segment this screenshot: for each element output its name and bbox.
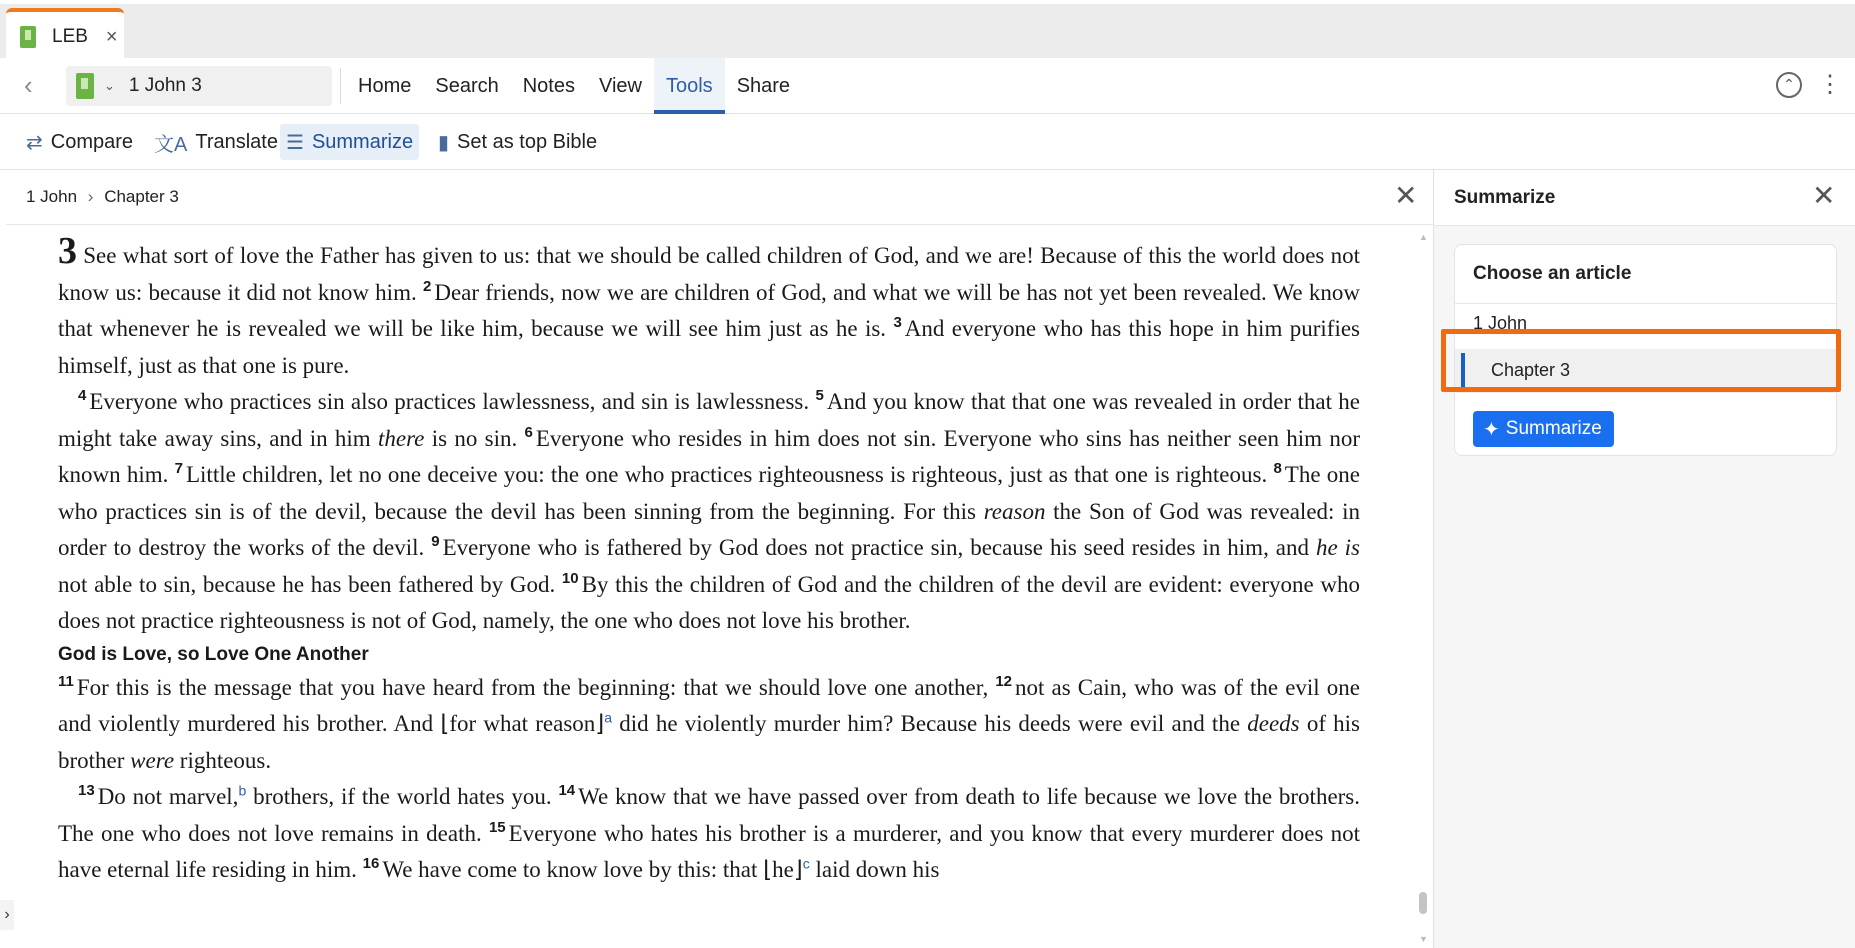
verse-number[interactable]: 7	[174, 460, 183, 478]
verse-number[interactable]: 6	[524, 423, 533, 441]
compare-label: Compare	[50, 130, 134, 153]
close-icon[interactable]: ✕	[1394, 180, 1418, 211]
footnote-marker[interactable]: a	[604, 709, 613, 726]
verse-number[interactable]: 2	[422, 277, 432, 295]
panel-header	[1434, 170, 1855, 226]
verse-text: not able to sin, because he has been fathered by God.	[58, 571, 556, 597]
scrollbar[interactable]	[1418, 232, 1428, 944]
menu-search[interactable]: Search	[435, 75, 499, 97]
verse-text: By this the children of God and the children of the devil are evident: everyone who does not practice righteousness is not of God, namely, the one who does not love his brother.	[58, 571, 1361, 633]
reader-header	[6, 171, 1433, 225]
tab-leb[interactable]	[6, 8, 124, 62]
italic-text: he is	[1315, 535, 1361, 560]
summarize-panel	[1434, 170, 1855, 948]
more-options-icon[interactable]: ⋮	[1818, 71, 1842, 98]
menu-view[interactable]: View	[598, 75, 642, 97]
verse-text: See what sort of love the Father has given to us: that we should be called children of God, and we are! Because of this the world does not know us: because it did not know him.	[58, 243, 1360, 305]
expand-sidebar-icon[interactable]: ›	[0, 900, 14, 930]
verse-text: did he violently murder him? Because his deeds were evil and the	[619, 711, 1241, 736]
verse-number[interactable]: 3	[893, 314, 902, 332]
verse-text: The one who practices sin is of the devil, because the devil has been sinning from the beginning. For this	[58, 462, 1361, 524]
verse-text: And everyone who has this hope in him purifies himself, just as that one is pure.	[58, 316, 1360, 378]
tab-label: LEB	[52, 26, 88, 47]
set-top-bible-button[interactable]	[432, 124, 603, 160]
verse-text: Little children, let no one deceive you: the one who practices righteousness is righteous, just as that one is righteous.	[185, 462, 1268, 487]
verse-text: Everyone who practices sin also practices lawlessness, and sin is lawlessness.	[89, 389, 810, 414]
close-icon[interactable]: ✕	[1812, 180, 1836, 211]
breadcrumb-separator: ›	[87, 187, 94, 206]
summarize-label: Summarize	[311, 130, 414, 153]
summarize-button-label: Summarize	[1505, 418, 1602, 439]
scroll-up-icon[interactable]: ▲	[1419, 232, 1428, 242]
verse-text: not as Cain, who was of the evil one and violently murdered his brother. And ⌊for what reason⌋	[58, 674, 1360, 736]
verse-number[interactable]: 14	[558, 782, 576, 800]
chapter-number: 3	[58, 230, 77, 272]
menu-share[interactable]: Share	[736, 75, 791, 97]
back-arrow-icon[interactable]: ‹	[24, 70, 33, 100]
verse-text: Everyone who is fathered by God does not practice sin, because his seed resides in him, and	[442, 535, 1309, 560]
verse-text: For this is the message that you have heard from the beginning: that we should love one another,	[76, 674, 989, 700]
sparkle-icon: ✦	[1483, 418, 1500, 441]
article-item-chapter[interactable]	[1455, 349, 1838, 393]
collapse-up-icon[interactable]: ⌃	[1776, 72, 1802, 98]
tab-strip	[0, 0, 1855, 58]
verse-number[interactable]: 13	[78, 782, 95, 800]
panel-title: Summarize	[1454, 187, 1556, 208]
compare-button[interactable]	[20, 124, 139, 160]
summarize-tool-button[interactable]	[280, 124, 419, 160]
verse-number[interactable]: 4	[78, 387, 87, 405]
verse-text: righteous.	[179, 747, 272, 773]
italic-text: reason	[983, 498, 1046, 524]
verse-text: laid down his	[815, 857, 940, 882]
paragraph	[58, 779, 1360, 889]
article-chooser-card	[1454, 244, 1837, 456]
italic-text: deeds	[1247, 711, 1300, 736]
menu-home[interactable]: Home	[358, 75, 412, 97]
scroll-thumb[interactable]	[1419, 892, 1427, 914]
breadcrumb-book[interactable]: 1 John	[26, 187, 78, 206]
bible-up-icon: ▮	[438, 131, 450, 154]
verse-number[interactable]: 9	[431, 533, 440, 551]
menu-tools[interactable]: Tools	[654, 58, 725, 114]
summarize-icon: ☰	[286, 131, 304, 154]
verse-text: brothers, if the world hates you.	[253, 784, 552, 809]
verse-text: We have come to know love by this: that ⌊he⌋	[382, 857, 803, 882]
verse-text: Everyone who hates his brother is a murderer, and you know that every murderer does not have eternal life residing in him.	[58, 820, 1360, 882]
bible-icon	[76, 73, 94, 99]
breadcrumb	[26, 187, 179, 207]
bible-text	[58, 230, 1361, 889]
translate-label: Translate	[195, 130, 278, 153]
card-title: Choose an article	[1473, 263, 1632, 284]
verse-number[interactable]: 10	[561, 569, 579, 587]
footnote-marker[interactable]: b	[238, 782, 247, 799]
verse-text: Everyone who resides in him does not sin. Everyone who sins has neither seen him nor known him.	[58, 425, 1361, 487]
italic-text: were	[130, 747, 175, 773]
main-menu	[346, 58, 802, 114]
close-icon[interactable]: ×	[105, 25, 118, 48]
paragraph	[58, 230, 1361, 384]
verse-text: Do not marvel,	[97, 784, 239, 809]
verse-number[interactable]: 5	[815, 387, 824, 405]
verse-text: is no sin.	[431, 425, 518, 451]
section-heading: God is Love, so Love One Another	[58, 643, 369, 665]
verse-number[interactable]: 16	[362, 855, 380, 873]
verse-number[interactable]: 12	[995, 672, 1013, 690]
set-top-label: Set as top Bible	[457, 130, 598, 153]
divider	[340, 68, 341, 104]
compare-icon: ⇄	[26, 131, 43, 154]
footnote-marker[interactable]: c	[802, 855, 810, 872]
verse-text: the Son of God was revealed: in order to destroy the works of the devil.	[58, 498, 1361, 560]
bible-icon	[20, 26, 36, 48]
breadcrumb-chapter[interactable]: Chapter 3	[104, 187, 179, 206]
verse-number[interactable]: 8	[1273, 460, 1282, 478]
article-item-label: Chapter 3	[1491, 360, 1571, 380]
reader-body	[6, 226, 1433, 948]
italic-text: there	[377, 425, 425, 451]
main-toolbar	[0, 58, 1855, 114]
translate-icon: 文A	[154, 133, 188, 156]
verse-text: And you know that that one was revealed in order that he might take away sins, and in him	[58, 389, 1360, 451]
translate-button[interactable]	[148, 124, 284, 160]
verse-number[interactable]: 15	[488, 818, 506, 836]
chevron-down-icon[interactable]: ⌄	[104, 78, 115, 93]
scroll-down-icon[interactable]: ▼	[1419, 934, 1428, 944]
summarize-button[interactable]	[1473, 411, 1614, 447]
reference-field[interactable]: 1 John 3	[128, 75, 202, 96]
verse-text: Dear friends, now we are children of God, and what we will be has not yet been revealed. We know that whenever he is revealed we will be like him, because we will see him just as he is.	[58, 279, 1361, 341]
verse-number[interactable]: 11	[58, 672, 74, 690]
verse-text: of his brother	[58, 711, 1361, 773]
resource-picker[interactable]	[66, 66, 332, 106]
tools-subbar	[0, 114, 1855, 170]
paragraph	[58, 670, 1360, 780]
selection-indicator	[1461, 353, 1465, 389]
article-item-book[interactable]: 1 John	[1473, 313, 1528, 333]
menu-notes[interactable]: Notes	[522, 75, 575, 97]
paragraph	[58, 384, 1360, 640]
divider	[1455, 303, 1838, 304]
verse-text: We know that we have passed over from death to life because we love the brothers. The one who does not love remains in death.	[58, 784, 1361, 846]
